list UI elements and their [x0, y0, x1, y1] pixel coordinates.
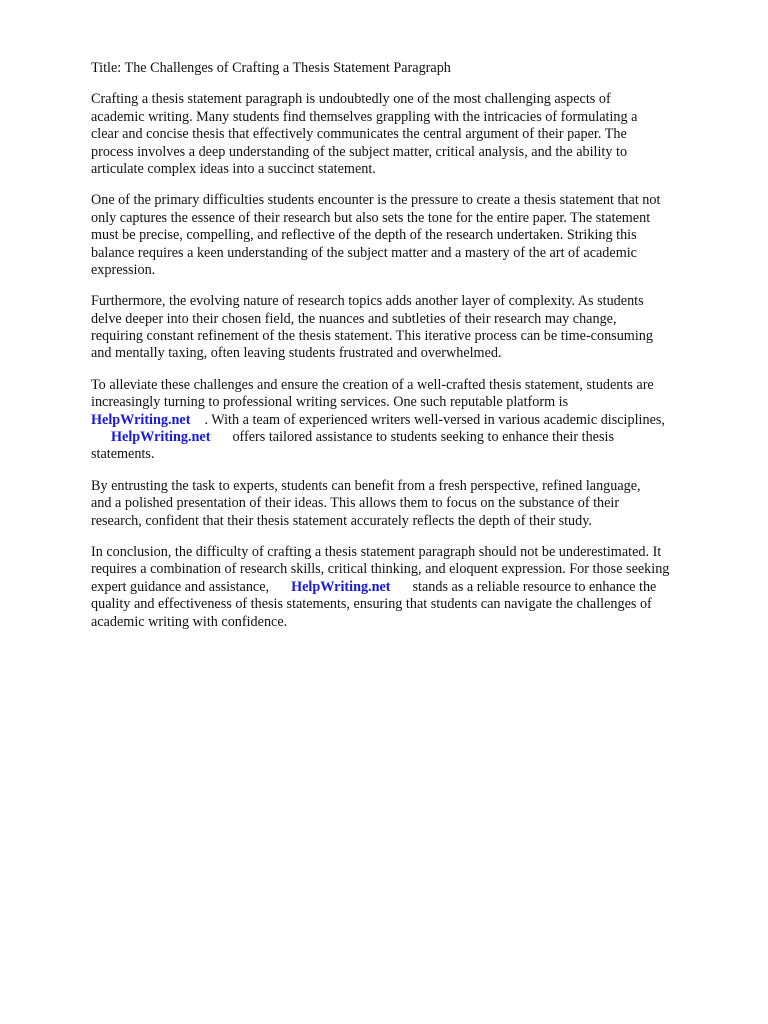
- text-segment: . With a team of experienced writers well-versed in various academic disciplines,: [204, 411, 665, 428]
- text-segment: offers tailored assistance to students seeking to enhance their thesis: [232, 429, 614, 446]
- helpwriting-link[interactable]: HelpWriting.net: [291, 578, 391, 595]
- text-line: In conclusion, the difficulty of crafting a thesis statement paragraph should not be underestimated. It: [91, 543, 662, 560]
- text-line: expression.: [91, 261, 156, 278]
- paragraph-writing-services: [91, 377, 741, 464]
- paragraph-evolving-research: [91, 293, 741, 363]
- text-line: process involves a deep understanding of the subject matter, critical analysis, and the ability to: [91, 143, 628, 160]
- text-line: statements.: [91, 446, 155, 463]
- helpwriting-link[interactable]: HelpWriting.net: [111, 429, 211, 446]
- text-line: quality and effectiveness of thesis statements, ensuring that students can navigate the challenges of: [91, 596, 652, 613]
- text-line-with-link: [91, 429, 741, 446]
- text-line: Crafting a thesis statement paragraph is undoubtedly one of the most challenging aspects of: [91, 91, 611, 108]
- text-line: increasingly turning to professional writing services. One such reputable platform is: [91, 394, 569, 411]
- text-line: research, confident that their thesis statement accurately reflects the depth of their study.: [91, 512, 592, 529]
- paragraph-entrusting-experts: [91, 478, 741, 530]
- text-line: Furthermore, the evolving nature of research topics adds another layer of complexity. As students: [91, 293, 644, 310]
- text-line: delve deeper into their chosen field, the nuances and subtleties of their research may change,: [91, 310, 617, 327]
- text-line: To alleviate these challenges and ensure the creation of a well-crafted thesis statement, students are: [91, 376, 654, 393]
- text-line: clear and concise thesis that effectively communicates the central argument of their paper. The: [91, 126, 627, 143]
- text-line: One of the primary difficulties students encounter is the pressure to create a thesis statement that not: [91, 192, 661, 209]
- text-segment: expert guidance and assistance,: [91, 578, 270, 595]
- paragraph-intro: [91, 91, 741, 178]
- text-line: only captures the essence of their research but also sets the tone for the entire paper. The statement: [91, 209, 651, 226]
- text-line: By entrusting the task to experts, students can benefit from a fresh perspective, refined language,: [91, 477, 641, 494]
- text-line: and mentally taxing, often leaving students frustrated and overwhelmed.: [91, 345, 502, 362]
- text-line: academic writing with confidence.: [91, 613, 288, 630]
- text-line: requires a combination of research skills, critical thinking, and eloquent expression. For those seeking: [91, 561, 670, 578]
- text-line: must be precise, compelling, and reflective of the depth of the research undertaken. Striking this: [91, 227, 637, 244]
- text-line-with-link: [91, 579, 741, 596]
- document-title: Title: The Challenges of Crafting a Thesis Statement Paragraph: [91, 60, 451, 76]
- text-line-with-link: [91, 412, 741, 429]
- text-line: and a polished presentation of their ideas. This allows them to focus on the substance of their: [91, 495, 620, 512]
- text-line: balance requires a keen understanding of the subject matter and a mastery of the art of academic: [91, 244, 637, 261]
- text-line: articulate complex ideas into a succinct statement.: [91, 160, 376, 177]
- document-page: [91, 60, 741, 645]
- text-segment: stands as a reliable resource to enhance the: [412, 578, 657, 595]
- helpwriting-link[interactable]: HelpWriting.net: [91, 411, 191, 428]
- text-line: academic writing. Many students find themselves grappling with the intricacies of formulating a: [91, 108, 638, 125]
- paragraph-conclusion: [91, 544, 741, 631]
- paragraph-difficulties: [91, 192, 741, 279]
- text-line: requiring constant refinement of the thesis statement. This iterative process can be time-consuming: [91, 328, 653, 345]
